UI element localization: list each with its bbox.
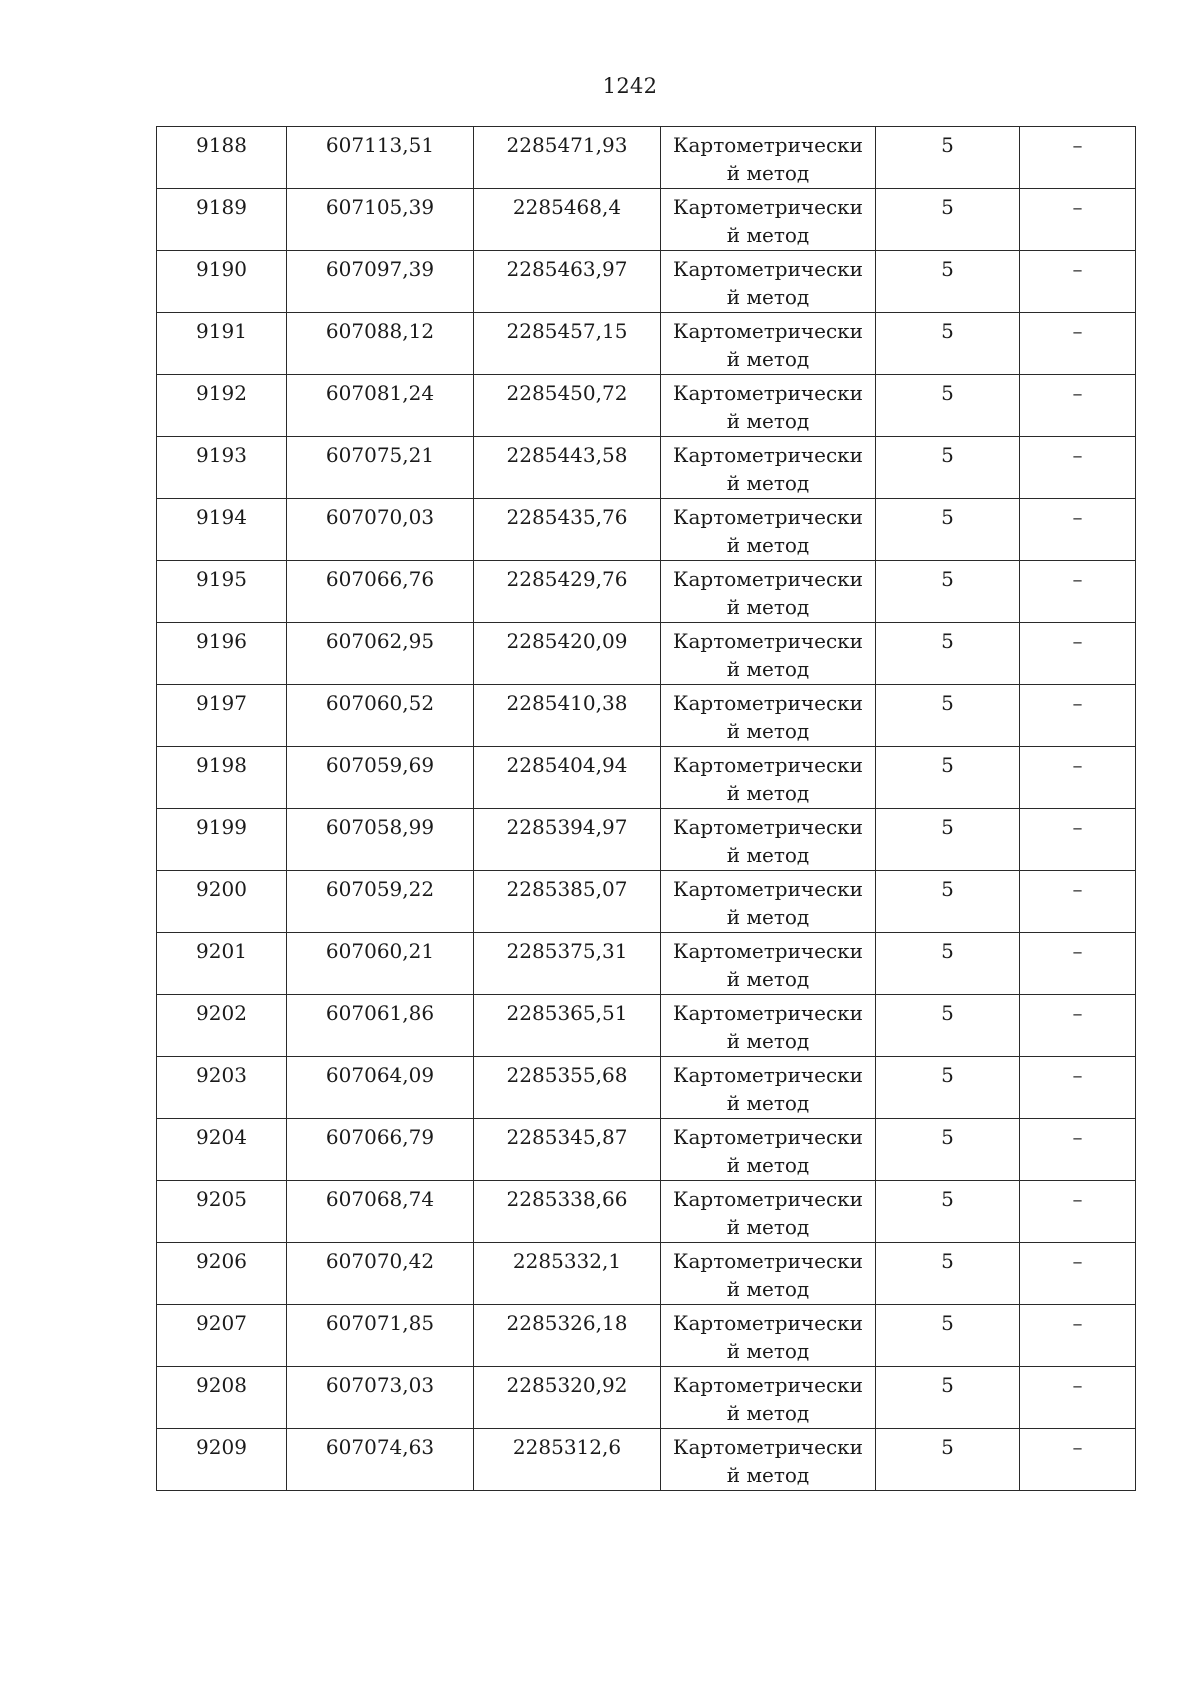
x-coordinate-cell: 607059,69: [287, 747, 474, 809]
point-number-cell: 9199: [157, 809, 287, 871]
x-coordinate-cell: 607073,03: [287, 1367, 474, 1429]
x-coordinate-cell: 607068,74: [287, 1181, 474, 1243]
accuracy-cell: 5: [876, 1367, 1020, 1429]
accuracy-cell: 5: [876, 313, 1020, 375]
y-coordinate-cell: 2285435,76: [474, 499, 661, 561]
point-number-cell: 9195: [157, 561, 287, 623]
table-row: [157, 623, 1136, 685]
method-cell: Картометрический метод: [661, 623, 876, 685]
point-number-cell: 9204: [157, 1119, 287, 1181]
x-coordinate-cell: 607070,03: [287, 499, 474, 561]
accuracy-cell: 5: [876, 375, 1020, 437]
point-number-cell: 9200: [157, 871, 287, 933]
x-coordinate-cell: 607105,39: [287, 189, 474, 251]
point-number-cell: 9205: [157, 1181, 287, 1243]
y-coordinate-cell: 2285355,68: [474, 1057, 661, 1119]
x-coordinate-cell: 607088,12: [287, 313, 474, 375]
table-row: [157, 561, 1136, 623]
table-row: [157, 1429, 1136, 1491]
x-coordinate-cell: 607074,63: [287, 1429, 474, 1491]
y-coordinate-cell: 2285463,97: [474, 251, 661, 313]
table-row: [157, 747, 1136, 809]
accuracy-cell: 5: [876, 1243, 1020, 1305]
method-cell: Картометрический метод: [661, 251, 876, 313]
note-cell: –: [1020, 809, 1136, 871]
note-cell: –: [1020, 1057, 1136, 1119]
x-coordinate-cell: 607064,09: [287, 1057, 474, 1119]
note-cell: –: [1020, 375, 1136, 437]
point-number-cell: 9203: [157, 1057, 287, 1119]
y-coordinate-cell: 2285420,09: [474, 623, 661, 685]
note-cell: –: [1020, 933, 1136, 995]
y-coordinate-cell: 2285338,66: [474, 1181, 661, 1243]
table-row: [157, 685, 1136, 747]
accuracy-cell: 5: [876, 437, 1020, 499]
method-cell: Картометрический метод: [661, 1119, 876, 1181]
accuracy-cell: 5: [876, 1119, 1020, 1181]
x-coordinate-cell: 607075,21: [287, 437, 474, 499]
coordinates-table: [156, 126, 1136, 1491]
accuracy-cell: 5: [876, 1181, 1020, 1243]
x-coordinate-cell: 607062,95: [287, 623, 474, 685]
y-coordinate-cell: 2285394,97: [474, 809, 661, 871]
note-cell: –: [1020, 313, 1136, 375]
x-coordinate-cell: 607061,86: [287, 995, 474, 1057]
method-cell: Картометрический метод: [661, 561, 876, 623]
table-row: [157, 375, 1136, 437]
method-cell: Картометрический метод: [661, 1181, 876, 1243]
method-cell: Картометрический метод: [661, 1429, 876, 1491]
y-coordinate-cell: 2285326,18: [474, 1305, 661, 1367]
y-coordinate-cell: 2285410,38: [474, 685, 661, 747]
accuracy-cell: 5: [876, 127, 1020, 189]
note-cell: –: [1020, 127, 1136, 189]
point-number-cell: 9207: [157, 1305, 287, 1367]
y-coordinate-cell: 2285404,94: [474, 747, 661, 809]
accuracy-cell: 5: [876, 1305, 1020, 1367]
accuracy-cell: 5: [876, 251, 1020, 313]
table-row: [157, 1243, 1136, 1305]
y-coordinate-cell: 2285450,72: [474, 375, 661, 437]
table-row: [157, 127, 1136, 189]
note-cell: –: [1020, 437, 1136, 499]
table-row: [157, 995, 1136, 1057]
y-coordinate-cell: 2285375,31: [474, 933, 661, 995]
method-cell: Картометрический метод: [661, 189, 876, 251]
point-number-cell: 9192: [157, 375, 287, 437]
point-number-cell: 9188: [157, 127, 287, 189]
x-coordinate-cell: 607070,42: [287, 1243, 474, 1305]
y-coordinate-cell: 2285345,87: [474, 1119, 661, 1181]
method-cell: Картометрический метод: [661, 437, 876, 499]
table-row: [157, 1057, 1136, 1119]
point-number-cell: 9193: [157, 437, 287, 499]
note-cell: –: [1020, 1119, 1136, 1181]
x-coordinate-cell: 607113,51: [287, 127, 474, 189]
point-number-cell: 9201: [157, 933, 287, 995]
accuracy-cell: 5: [876, 871, 1020, 933]
accuracy-cell: 5: [876, 995, 1020, 1057]
page-number: 1242: [602, 74, 658, 98]
point-number-cell: 9190: [157, 251, 287, 313]
point-number-cell: 9206: [157, 1243, 287, 1305]
note-cell: –: [1020, 499, 1136, 561]
x-coordinate-cell: 607060,52: [287, 685, 474, 747]
accuracy-cell: 5: [876, 1057, 1020, 1119]
x-coordinate-cell: 607066,76: [287, 561, 474, 623]
x-coordinate-cell: 607066,79: [287, 1119, 474, 1181]
x-coordinate-cell: 607058,99: [287, 809, 474, 871]
method-cell: Картометрический метод: [661, 871, 876, 933]
method-cell: Картометрический метод: [661, 375, 876, 437]
method-cell: Картометрический метод: [661, 1243, 876, 1305]
note-cell: –: [1020, 1429, 1136, 1491]
accuracy-cell: 5: [876, 623, 1020, 685]
method-cell: Картометрический метод: [661, 1305, 876, 1367]
note-cell: –: [1020, 995, 1136, 1057]
y-coordinate-cell: 2285332,1: [474, 1243, 661, 1305]
note-cell: –: [1020, 623, 1136, 685]
note-cell: –: [1020, 561, 1136, 623]
y-coordinate-cell: 2285365,51: [474, 995, 661, 1057]
method-cell: Картометрический метод: [661, 747, 876, 809]
method-cell: Картометрический метод: [661, 313, 876, 375]
note-cell: –: [1020, 1243, 1136, 1305]
note-cell: –: [1020, 251, 1136, 313]
coordinates-table-body: [157, 127, 1136, 1491]
table-row: [157, 809, 1136, 871]
y-coordinate-cell: 2285443,58: [474, 437, 661, 499]
y-coordinate-cell: 2285457,15: [474, 313, 661, 375]
accuracy-cell: 5: [876, 933, 1020, 995]
point-number-cell: 9194: [157, 499, 287, 561]
note-cell: –: [1020, 1305, 1136, 1367]
point-number-cell: 9196: [157, 623, 287, 685]
note-cell: –: [1020, 871, 1136, 933]
method-cell: Картометрический метод: [661, 499, 876, 561]
note-cell: –: [1020, 685, 1136, 747]
x-coordinate-cell: 607081,24: [287, 375, 474, 437]
x-coordinate-cell: 607071,85: [287, 1305, 474, 1367]
note-cell: –: [1020, 747, 1136, 809]
y-coordinate-cell: 2285312,6: [474, 1429, 661, 1491]
accuracy-cell: 5: [876, 561, 1020, 623]
table-row: [157, 1367, 1136, 1429]
table-row: [157, 251, 1136, 313]
point-number-cell: 9209: [157, 1429, 287, 1491]
point-number-cell: 9191: [157, 313, 287, 375]
accuracy-cell: 5: [876, 189, 1020, 251]
y-coordinate-cell: 2285429,76: [474, 561, 661, 623]
y-coordinate-cell: 2285471,93: [474, 127, 661, 189]
table-row: [157, 871, 1136, 933]
method-cell: Картометрический метод: [661, 685, 876, 747]
point-number-cell: 9198: [157, 747, 287, 809]
point-number-cell: 9202: [157, 995, 287, 1057]
method-cell: Картометрический метод: [661, 1057, 876, 1119]
method-cell: Картометрический метод: [661, 127, 876, 189]
note-cell: –: [1020, 1181, 1136, 1243]
accuracy-cell: 5: [876, 499, 1020, 561]
method-cell: Картометрический метод: [661, 809, 876, 871]
table-row: [157, 189, 1136, 251]
point-number-cell: 9208: [157, 1367, 287, 1429]
accuracy-cell: 5: [876, 1429, 1020, 1491]
y-coordinate-cell: 2285385,07: [474, 871, 661, 933]
note-cell: –: [1020, 189, 1136, 251]
note-cell: –: [1020, 1367, 1136, 1429]
accuracy-cell: 5: [876, 685, 1020, 747]
table-row: [157, 313, 1136, 375]
table-row: [157, 933, 1136, 995]
y-coordinate-cell: 2285468,4: [474, 189, 661, 251]
point-number-cell: 9189: [157, 189, 287, 251]
table-row: [157, 1119, 1136, 1181]
y-coordinate-cell: 2285320,92: [474, 1367, 661, 1429]
x-coordinate-cell: 607059,22: [287, 871, 474, 933]
table-row: [157, 1305, 1136, 1367]
method-cell: Картометрический метод: [661, 995, 876, 1057]
method-cell: Картометрический метод: [661, 933, 876, 995]
table-row: [157, 1181, 1136, 1243]
table-row: [157, 499, 1136, 561]
table-row: [157, 437, 1136, 499]
accuracy-cell: 5: [876, 809, 1020, 871]
x-coordinate-cell: 607097,39: [287, 251, 474, 313]
accuracy-cell: 5: [876, 747, 1020, 809]
method-cell: Картометрический метод: [661, 1367, 876, 1429]
x-coordinate-cell: 607060,21: [287, 933, 474, 995]
point-number-cell: 9197: [157, 685, 287, 747]
